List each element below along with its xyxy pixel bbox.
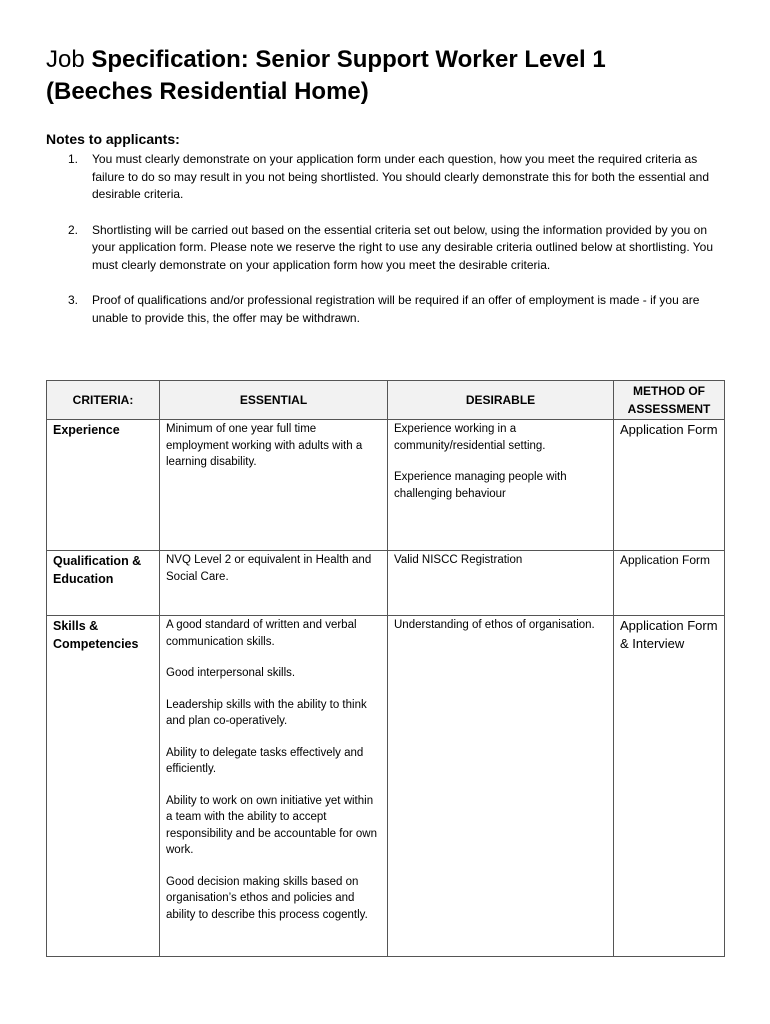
- essential-item: Leadership skills with the ability to think and plan co-operatively.: [166, 698, 367, 727]
- method-cell: Application Form: [614, 551, 725, 616]
- desirable-item: Experience managing people with challenging behaviour: [394, 471, 567, 500]
- page-title-line2: (Beeches Residential Home): [46, 78, 369, 105]
- desirable-item: Understanding of ethos of organisation.: [394, 619, 595, 631]
- criteria-cell: Experience: [47, 420, 160, 551]
- essential-cell: [160, 551, 388, 616]
- page-title: [46, 44, 736, 108]
- essential-item: Minimum of one year full time employment working with adults with a learning disability.: [166, 423, 363, 468]
- essential-item: A good standard of written and verbal communication skills.: [166, 619, 357, 648]
- header-essential: ESSENTIAL: [160, 381, 388, 420]
- method-cell: Application Form: [614, 420, 725, 551]
- note-text: Proof of qualifications and/or professional registration will be required if an offer of employment is made - if you are unable to provide this, the offer may be withdrawn.: [92, 293, 700, 325]
- header-desirable: DESIRABLE: [388, 381, 614, 420]
- essential-item: Good interpersonal skills.: [166, 667, 296, 679]
- method-cell: Application Form & Interview: [614, 616, 725, 957]
- criteria-cell: Qualification & Education: [47, 551, 160, 616]
- desirable-item: Experience working in a community/residential setting.: [394, 423, 546, 452]
- desirable-cell: [388, 616, 614, 957]
- notes-list: [46, 151, 726, 345]
- table-row: [47, 551, 725, 616]
- note-text: Shortlisting will be carried out based on the essential criteria set out below, using the information provided by you on your application form. Please note we reserve the right to use any desirable criteria outlined below at shortlisting. You must clearly demonstrate on your application form how you meet the desirable criteria.: [92, 222, 714, 272]
- essential-cell: [160, 616, 388, 957]
- header-criteria: CRITERIA:: [47, 381, 160, 420]
- essential-item: Ability to delegate tasks effectively and efficiently.: [166, 746, 364, 775]
- desirable-cell: [388, 551, 614, 616]
- header-method: METHOD OF ASSESSMENT: [614, 381, 725, 420]
- table-row: [47, 616, 725, 957]
- criteria-cell: Skills & Competencies: [47, 616, 160, 957]
- table-header-row: [47, 381, 725, 420]
- essential-cell: [160, 420, 388, 551]
- note-item: [46, 292, 726, 327]
- criteria-table: [46, 380, 725, 957]
- essential-item: NVQ Level 2 or equivalent in Health and Social Care.: [166, 554, 372, 583]
- note-item: [46, 151, 726, 204]
- note-number: 3.: [68, 293, 79, 307]
- note-number: 1.: [68, 152, 79, 166]
- notes-heading: Notes to applicants:: [46, 131, 180, 147]
- page-title-prefix: Job: [46, 46, 92, 73]
- page-title-main: Specification: Senior Support Worker Level 1: [91, 46, 606, 73]
- desirable-item: Valid NISCC Registration: [394, 554, 523, 566]
- essential-item: Good decision making skills based on organisation’s ethos and policies and ability to describe this process cogently.: [166, 875, 368, 921]
- note-text: You must clearly demonstrate on your application form under each question, how you meet the required criteria as failure to do so may result in you not being shortlisted. You should clearly demonstrate this for both the essential and desirable criteria.: [92, 152, 710, 201]
- desirable-cell: [388, 420, 614, 551]
- note-item: [46, 222, 726, 275]
- note-number: 2.: [68, 222, 79, 237]
- essential-item: Ability to work on own initiative yet within a team with the ability to accept responsibility and be accountable for own work.: [166, 794, 377, 856]
- table-row: [47, 420, 725, 551]
